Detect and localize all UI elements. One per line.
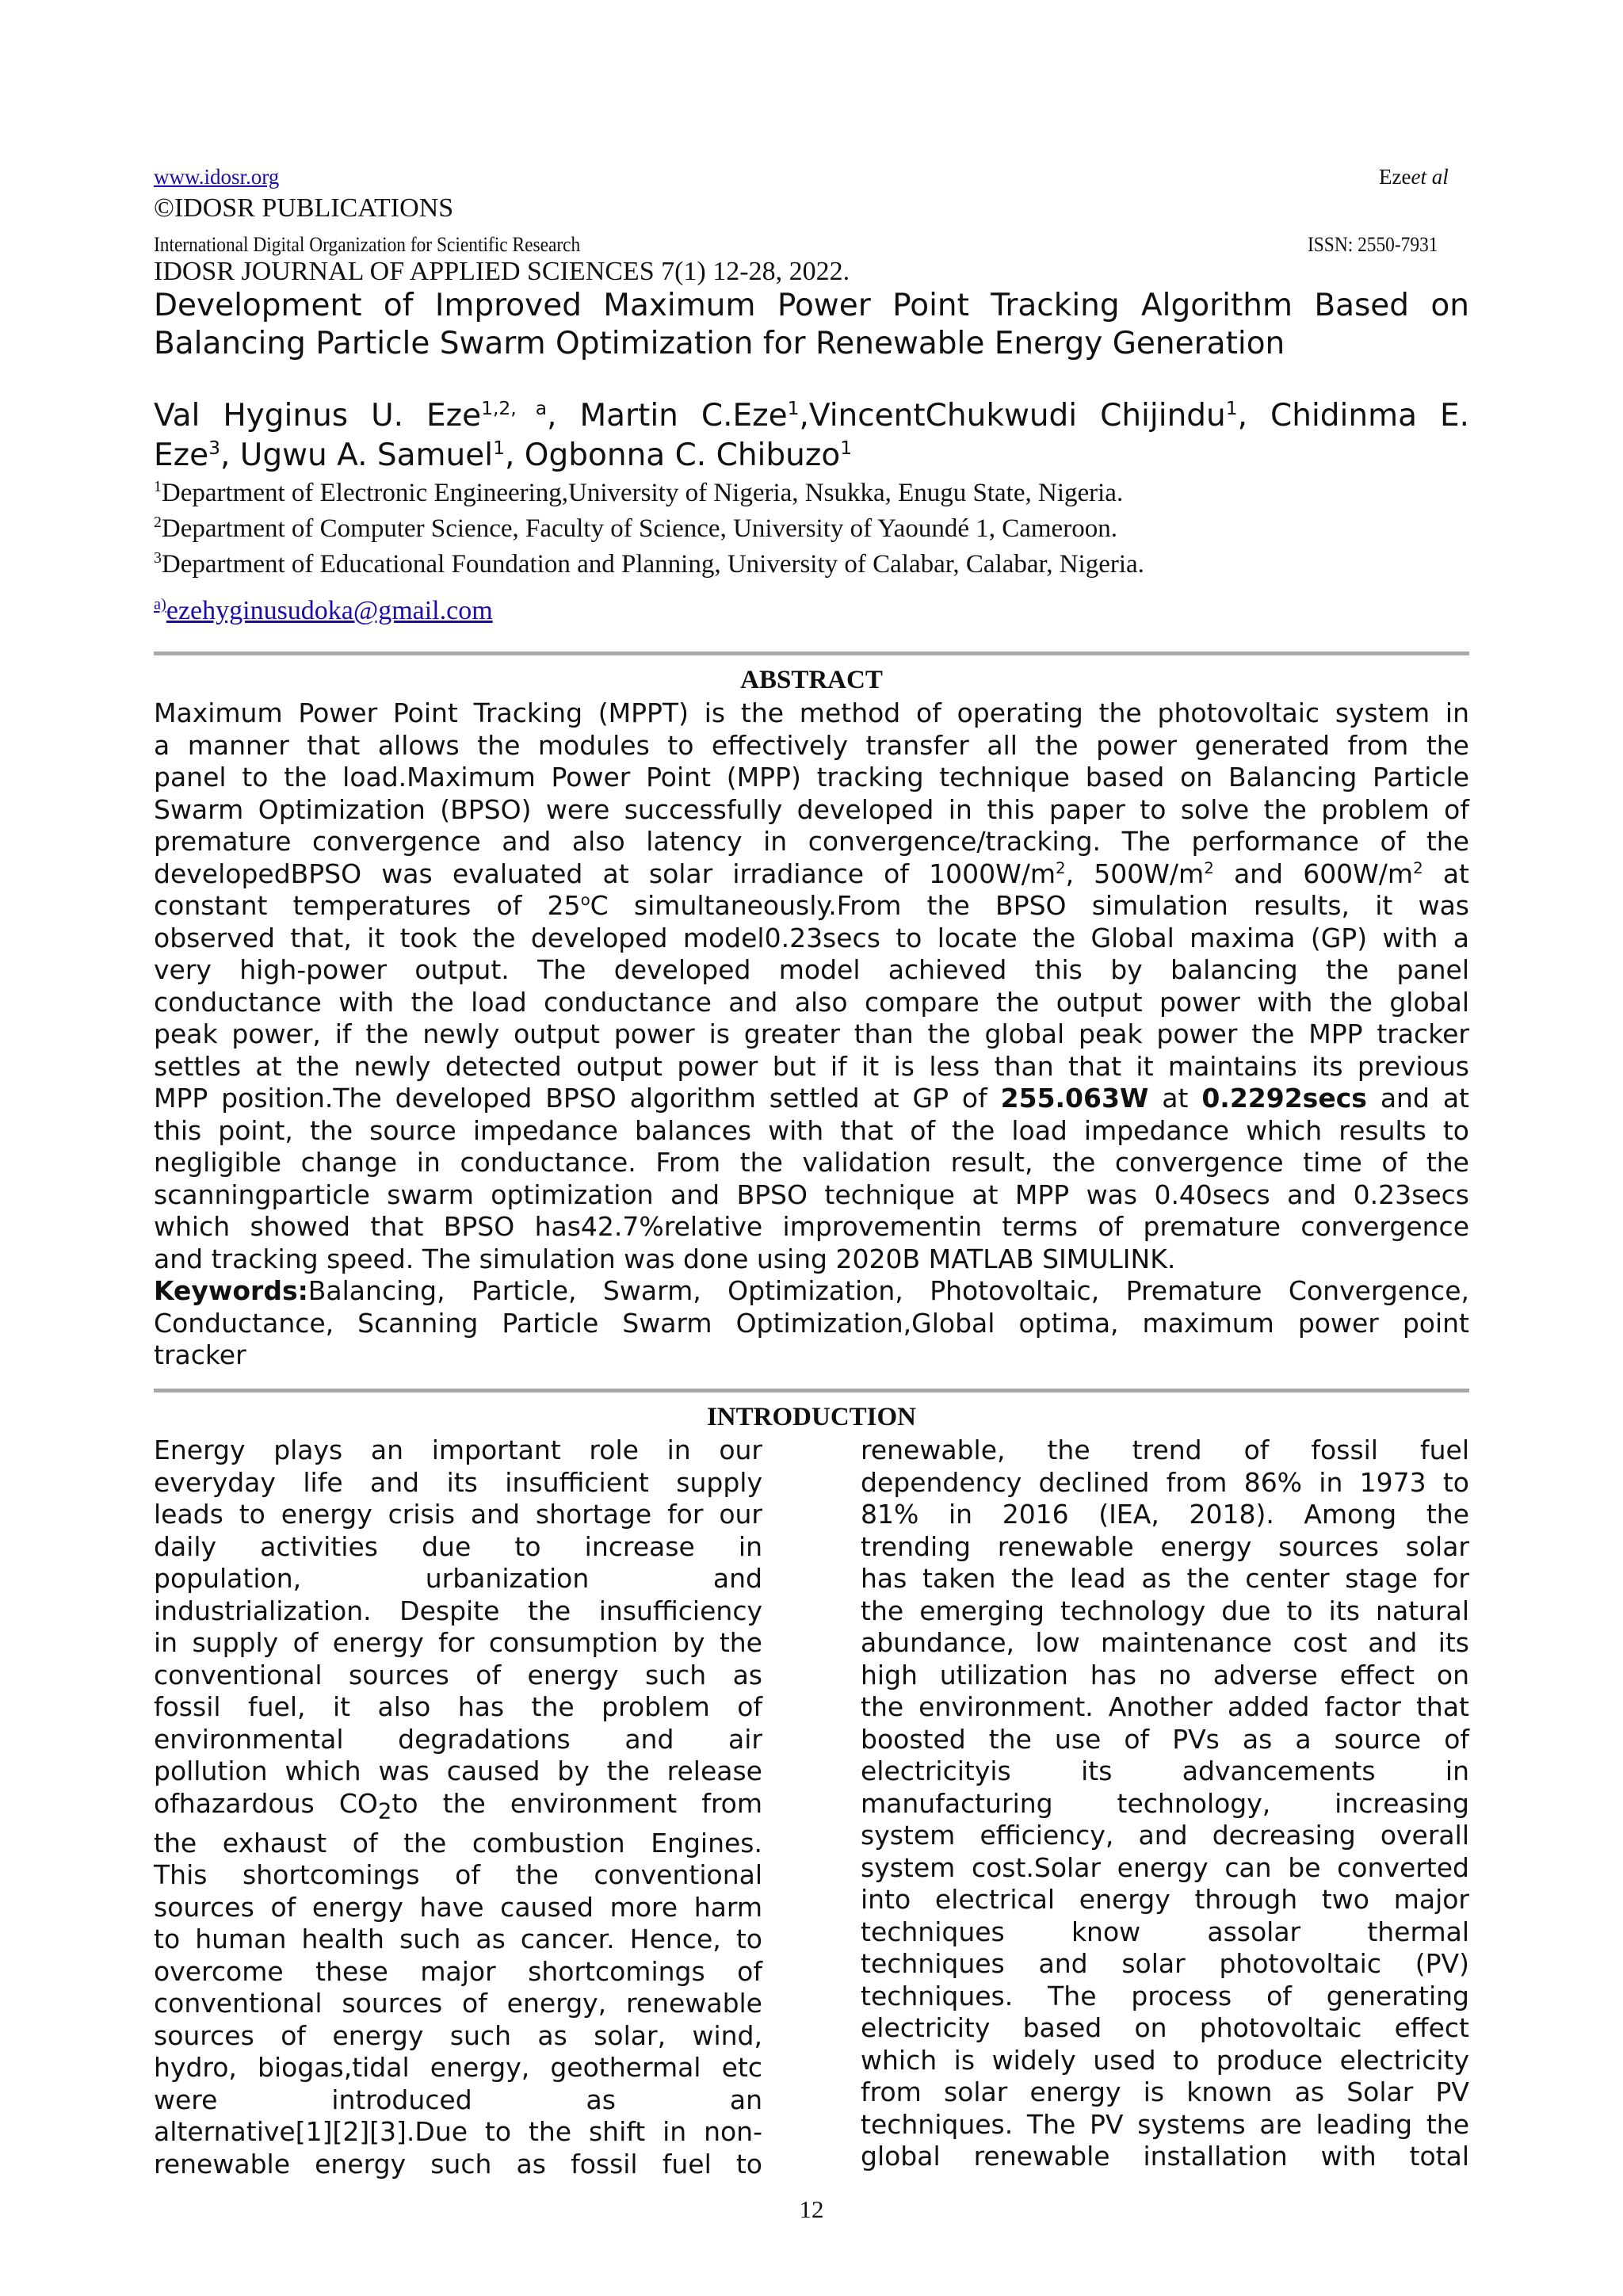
intro-line: the exhaust of the combustion Engines. — [154, 1827, 762, 1859]
intro-line: daily activities due to increase in — [154, 1530, 762, 1562]
abstract-line: developedBPSO was evaluated at solar irradiance of $1000W/m^2$, $500W/m^2$ and $600W/m^2$ at — [154, 858, 1469, 889]
abstract-line: which showed that BPSO has42.7%relative improvementin terms of premature convergence — [154, 1211, 1469, 1242]
intro-right-column — [861, 1435, 1469, 2173]
abstract-line: and tracking speed. The simulation was done using 2020B MATLAB SIMULINK. — [154, 1243, 1176, 1274]
organization: International Digital Organization for Scientific Research — [154, 233, 581, 256]
paper-title — [154, 287, 1469, 363]
keywords-label: Keywords: — [154, 1275, 308, 1306]
abstract-line: conductance with the load conductance and also compare the output power with the global — [154, 986, 1469, 1018]
intro-line: sources of energy have caused more harm — [154, 1891, 762, 1923]
abstract-line: settles at the newly detected output power but if it is less than that it maintains its previous — [154, 1050, 1469, 1082]
intro-line: has taken the lead as the center stage for — [861, 1563, 1469, 1594]
intro-line: high utilization has no adverse effect on — [861, 1659, 1469, 1690]
keywords-line: Conductance, Scanning Particle Swarm Optimization,Global optima, maximum power point — [154, 1307, 1469, 1339]
journal-line: IDOSR JOURNAL OF APPLIED SCIENCES 7(1) 12-28, 2022. — [154, 257, 850, 286]
intro-line: sources of energy such as solar, wind, — [154, 2019, 762, 2051]
abstract-line: observed that, it took the developed model0.23secs to locate the Global maxima (GP) with a — [154, 922, 1469, 953]
gp-time-value: 0.2292secs — [1201, 1083, 1367, 1114]
keywords-line: Keywords:Balancing, Particle, Swarm, Optimization, Photovoltaic, Premature Convergence, — [154, 1275, 1469, 1306]
intro-line: conventional sources of energy such as — [154, 1659, 762, 1690]
issn: ISSN: 2550-7931 — [1308, 233, 1438, 256]
intro-line: global renewable installation with total — [861, 2141, 1469, 2172]
intro-line: 81% in 2016 (IEA, 2018). Among the — [861, 1499, 1469, 1530]
abstract-line: premature convergence and also latency in convergence/tracking. The performance of the — [154, 826, 1469, 857]
website-link[interactable]: www.idosr.org — [154, 165, 280, 189]
intro-line: leads to energy crisis and shortage for our — [154, 1499, 762, 1530]
page-number: 12 — [799, 2195, 824, 2223]
intro-line: into electrical energy through two major — [861, 1884, 1469, 1915]
intro-line: overcome these major shortcomings of — [154, 1955, 762, 1987]
intro-line: conventional sources of energy, renewable — [154, 1988, 762, 2019]
title-line: Development of Improved Maximum Power Point Tracking Algorithm Based on — [154, 288, 1469, 323]
abstract-line: Maximum Power Point Tracking (MPPT) is the method of operating the photovoltaic system in — [154, 697, 1469, 728]
intro-line: trending renewable energy sources solar — [861, 1530, 1469, 1562]
abstract-line: MPP position.The developed BPSO algorithm settled at GP of 255.063W at 0.2292secs and at — [154, 1083, 1469, 1114]
keywords-line: tracker — [154, 1339, 246, 1370]
affiliations — [154, 476, 1144, 583]
intro-line: techniques. The process of generating — [861, 1980, 1469, 2011]
intro-line: Energy plays an important role in our — [154, 1435, 762, 1465]
intro-line: hydro, biogas,tidal energy, geothermal etc — [154, 2052, 762, 2084]
intro-line: abundance, low maintenance cost and its — [861, 1627, 1469, 1658]
abstract-body — [154, 697, 1469, 1372]
divider — [154, 1389, 1469, 1392]
abstract-line: very high-power output. The developed model achieved this by balancing the panel — [154, 954, 1469, 985]
abstract-line: peak power, if the newly output power is greater than the global peak power the MPP tracker — [154, 1018, 1469, 1049]
intro-line: the environment. Another added factor that — [861, 1691, 1469, 1722]
author-line: Eze$^3$, Ugwu A. Samuel$^1$, Ogbonna C. Chibuzo$^1$ — [154, 437, 853, 473]
intro-line: population, urbanization and — [154, 1563, 762, 1594]
affiliation: $^3$Department of Educational Foundation and Planning, University of Calabar, Calabar, Nigeria. — [154, 549, 1144, 579]
intro-line: This shortcomings of the conventional — [154, 1859, 762, 1891]
affiliation: $^1$Department of Electronic Engineering,University of Nigeria, Nsukka, Enugu State, Nigeria. — [154, 478, 1124, 507]
intro-line: were introduced as an — [154, 2084, 762, 2115]
email-link[interactable]: ezehyginusudoka@gmail.com — [166, 596, 493, 625]
intro-line: electricity based on photovoltaic effect — [861, 2012, 1469, 2043]
title-line: Balancing Particle Swarm Optimization for Renewable Energy Generation — [154, 326, 1285, 361]
abstract-line: scanningparticle swarm optimization and BPSO technique at MPP was 0.40secs and 0.23secs — [154, 1179, 1469, 1210]
intro-line: everyday life and its insufficient supply — [154, 1466, 762, 1498]
publisher: ©IDOSR PUBLICATIONS — [154, 193, 454, 223]
abstract-line: panel to the load.Maximum Power Point (MPP) tracking technique based on Balancing Particle — [154, 762, 1469, 793]
intro-line: which is widely used to produce electricity — [861, 2044, 1469, 2076]
gp-power-value: 255.063W — [1000, 1083, 1149, 1114]
intro-line: renewable energy such as fossil fuel to — [154, 2148, 762, 2179]
intro-line: dependency declined from 86% in 1973 to — [861, 1466, 1469, 1498]
abstract-line: a manner that allows the modules to effectively transfer all the power generated from the — [154, 729, 1469, 761]
intro-line: to human health such as cancer. Hence, to — [154, 1924, 762, 1955]
abstract-heading: ABSTRACT — [740, 666, 883, 694]
intro-line: system efficiency, and decreasing overall — [861, 1820, 1469, 1851]
intro-line: pollution which was caused by the release — [154, 1755, 762, 1786]
author-line: Val Hyginus U. Eze$^{1,2, a}$, Martin C.Eze$^1$,VincentChukwudi Chijindu$^1$, Chidinma E. — [154, 397, 1470, 434]
intro-line: from solar energy is known as Solar PV — [861, 2076, 1469, 2107]
intro-line: boosted the use of PVs as a source of — [861, 1723, 1469, 1755]
abstract-line: Swarm Optimization (BPSO) were successfully developed in this paper to solve the problem of — [154, 793, 1469, 825]
author-list — [154, 396, 1469, 476]
running-author: Ezeet al — [1379, 165, 1449, 189]
intro-line: alternative[1][2][3].Due to the shift in non- — [154, 2116, 762, 2148]
abstract-line: this point, the source impedance balances with that of the load impedance which results to — [154, 1114, 1469, 1146]
intro-line: in supply of energy for consumption by the — [154, 1627, 762, 1658]
intro-line: electricityis its advancements in — [861, 1755, 1469, 1786]
affiliation: $^2$Department of Computer Science, Faculty of Science, University of Yaoundé 1, Cameroon. — [154, 514, 1117, 543]
intro-line: ofhazardous $CO_2to$ the environment from — [154, 1787, 763, 1824]
abstract-line: negligible change in conductance. From the validation result, the convergence time of the — [154, 1147, 1469, 1178]
divider — [154, 651, 1469, 655]
intro-line: renewable, the trend of fossil fuel — [861, 1435, 1469, 1465]
abstract-line: constant temperatures of 25$^o$C simultaneously.From the BPSO simulation results, it was — [154, 890, 1470, 921]
email — [154, 596, 493, 626]
intro-line: the emerging technology due to its natural — [861, 1595, 1469, 1626]
intro-line: techniques and solar photovoltaic (PV) — [861, 1948, 1469, 1979]
intro-line: fossil fuel, it also has the problem of — [154, 1691, 762, 1722]
email-sup: a) — [154, 595, 166, 613]
intro-line: environmental degradations and air — [154, 1723, 762, 1755]
intro-line: industrialization. Despite the insufficiency — [154, 1595, 762, 1626]
intro-line: system cost.Solar energy can be converted — [861, 1851, 1469, 1883]
intro-line: manufacturing technology, increasing — [861, 1787, 1469, 1819]
intro-line: techniques. The PV systems are leading the — [861, 2108, 1469, 2140]
introduction-heading: INTRODUCTION — [706, 1403, 917, 1431]
intro-line: techniques know assolar thermal — [861, 1916, 1469, 1947]
intro-left-column — [154, 1435, 762, 2180]
